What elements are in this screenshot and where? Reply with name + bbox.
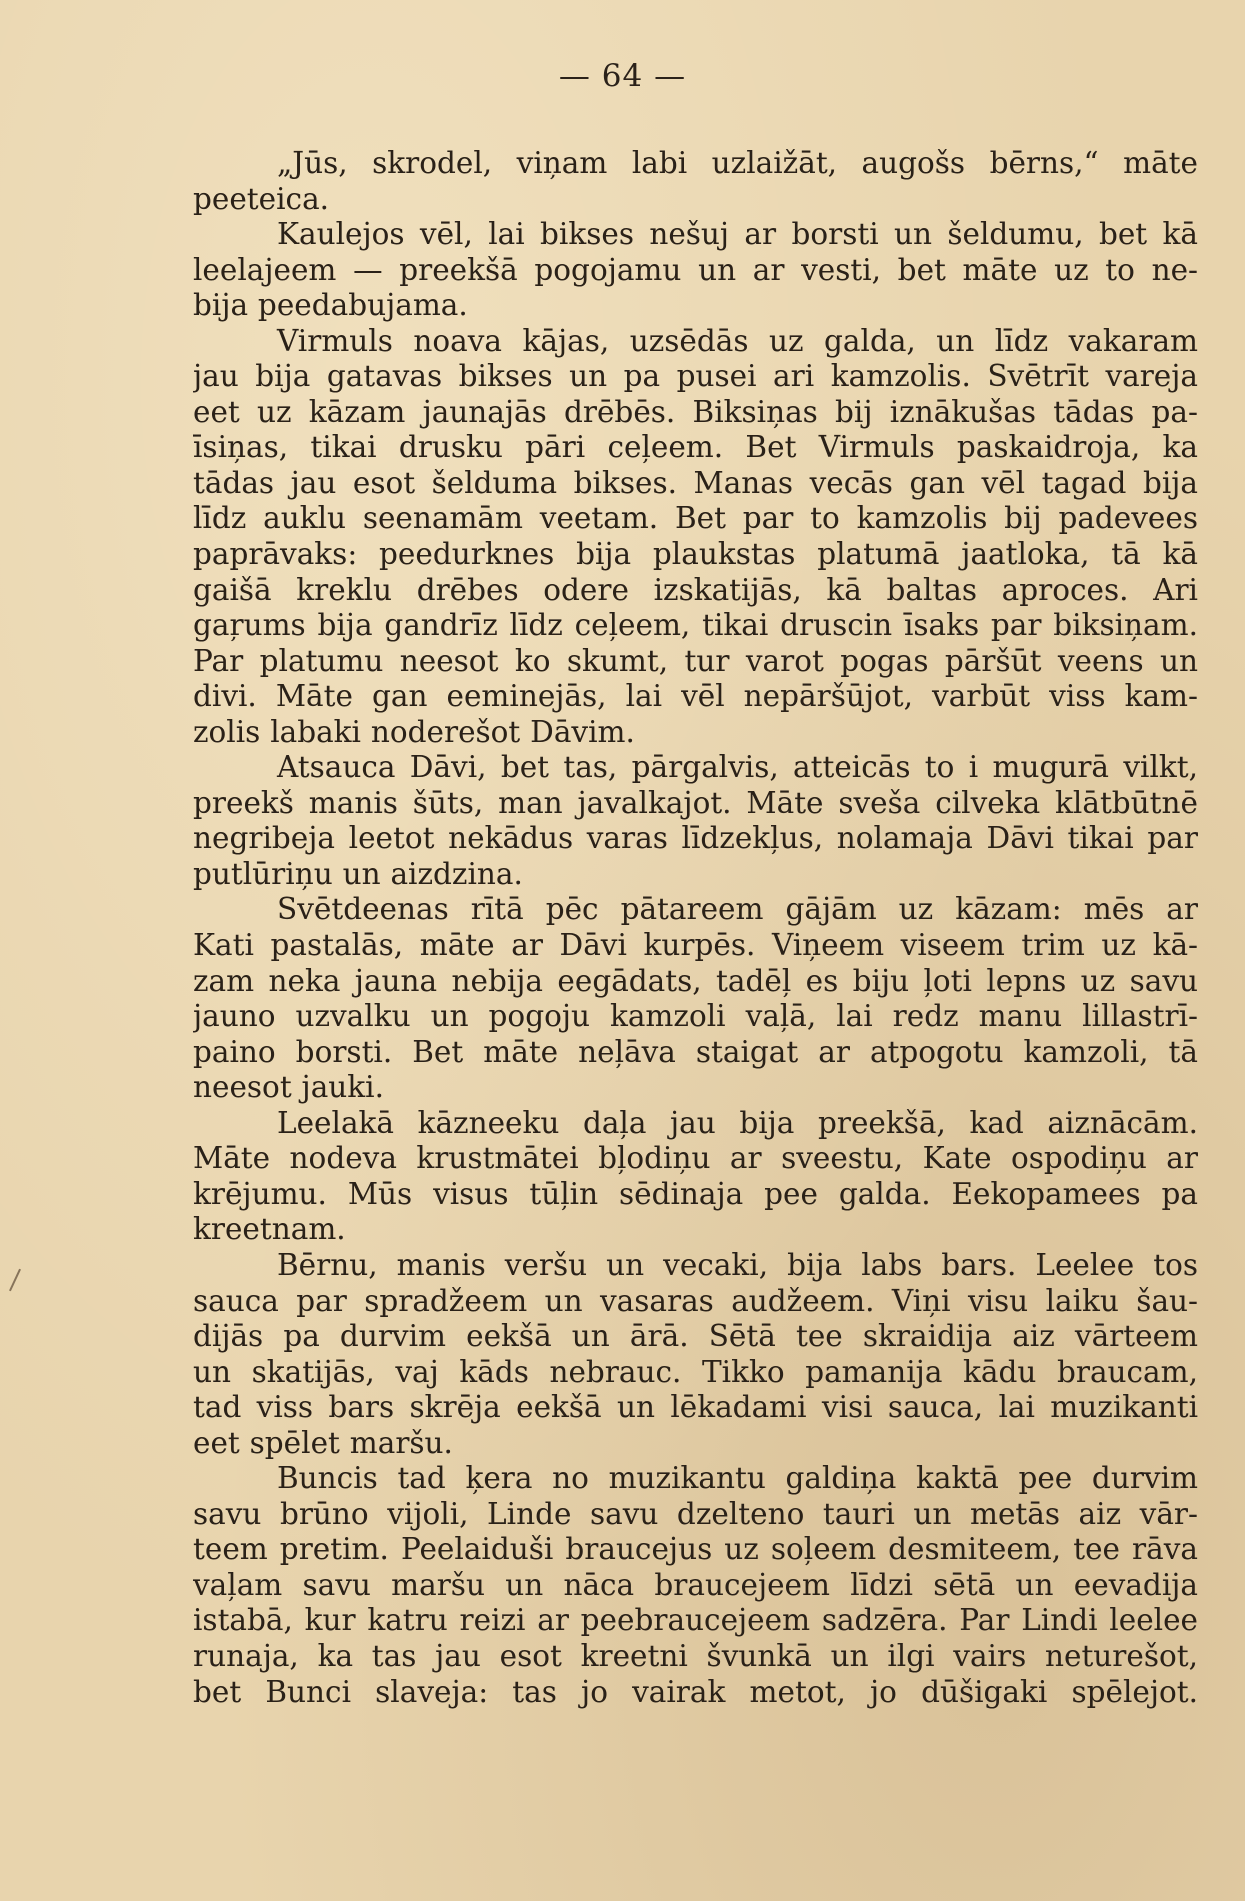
text-line: līdz auklu seenamām veetam. Bet par to kamzolis bij padevees [193,501,1198,536]
page-number: — 64 — [558,58,687,94]
text-line: sauca par spradžeem un vasaras audžeem. Viņi visu laiku šau- [193,1283,1198,1318]
text-line: paprāvaks: peedurknes bija plaukstas platumā jaatloka, tā kā [193,537,1198,572]
margin-mark [9,1269,21,1292]
text-line: Par platumu neesot ko skumt, tur varot pogas pāršūt veens un [193,643,1198,678]
text-line: eet uz kāzam jaunajās drēbēs. Biksiņas bij iznākušas tādas pa- [193,394,1198,429]
text-line: putlūriņu un aizdzina. [193,856,523,891]
text-line: istabā, kur katru reizi ar peebraucejeem sadzēra. Par Lindi leelee [193,1603,1198,1638]
text-line: un skatijās, vaj kāds nebrauc. Tikko pamanija kādu braucam, [193,1354,1198,1389]
text-line: krējumu. Mūs visus tūļin sēdinaja pee galda. Eekopamees pa [193,1176,1198,1211]
text-line: runaja, ka tas jau esot kreetni švunkā un ilgi vairs neturešot, [193,1638,1198,1673]
text-line: „Jūs, skrodel, viņam labi uzlaižāt, augošs bērns,“ māte [277,146,1198,180]
text-line: Svētdeenas rītā pēc pātareem gājām uz kāzam: mēs ar [277,892,1198,927]
text-line: jauno uzvalku un pogoju kamzoli vaļā, lai redz manu lillastrī- [193,999,1198,1034]
text-line: vaļam savu maršu un nāca braucejeem līdzi sētā un eevadija [193,1567,1198,1602]
text-line: gaišā kreklu drēbes odere izskatijās, kā baltas aproces. Ari [193,572,1198,607]
text-line: zam neka jauna nebija eegādats, tadēļ es biju ļoti lepns uz savu [193,963,1198,998]
text-line: Leelakā kāzneeku daļa jau bija preekšā, kad aiznācām. [277,1105,1198,1140]
text-line: Virmuls noava kājas, uzsēdās uz galda, un līdz vakaram [277,323,1198,358]
text-line: preekš manis šūts, man javalkajot. Māte sveša cilveka klātbūtnē [193,785,1198,820]
text-line: Kaulejos vēl, lai bikses nešuj ar borsti un šeldumu, bet kā [277,217,1198,252]
text-line: teem pretim. Peelaiduši braucejus uz soļeem desmiteem, tee rāva [193,1532,1198,1567]
text-line: paino borsti. Bet māte neļāva staigat ar atpogotu kamzoli, tā [193,1034,1198,1069]
text-line: eet spēlet maršu. [193,1425,453,1460]
text-line: divi. Māte gan eeminejās, lai vēl nepāršūjot, varbūt viss kam- [193,679,1198,714]
text-line: jau bija gatavas bikses un pa pusei ari kamzolis. Svētrīt vareja [193,359,1198,394]
text-line: leelajeem — preekšā pogojamu un ar vesti, bet māte uz to ne- [193,252,1198,287]
text-line: kreetnam. [193,1212,346,1247]
text-line: neesot jauki. [193,1070,384,1105]
text-line: Atsauca Dāvi, bet tas, pārgalvis, atteicās to i mugurā vilkt, [277,750,1198,785]
text-line: Bērnu, manis veršu un vecaki, bija labs bars. Leelee tos [277,1247,1198,1282]
text-line: tādas jau esot šelduma bikses. Manas vecās gan vēl tagad bija [193,465,1198,500]
text-line: gaŗums bija gandrīz līdz ceļeem, tikai druscin īsaks par biksiņam. [193,608,1198,643]
text-line: negribeja leetot nekādus varas līdzekļus, nolamaja Dāvi tikai par [193,821,1198,856]
text-line: dijās pa durvim eekšā un ārā. Sētā tee skraidija aiz vārteem [193,1319,1198,1354]
text-line: Māte nodeva krustmātei bļodiņu ar sveestu, Kate ospodiņu ar [193,1141,1198,1176]
text-line: peeteica. [193,181,330,216]
body-text [193,146,1198,1710]
text-line: savu brūno vijoli, Linde savu dzelteno tauri un metās aiz vār- [193,1496,1198,1531]
text-line: īsiņas, tikai drusku pāri ceļeem. Bet Virmuls paskaidroja, ka [193,430,1198,465]
text-line: Buncis tad ķera no muzikantu galdiņa kaktā pee durvim [277,1461,1198,1496]
text-line: tad viss bars skrēja eekšā un lēkadami visi sauca, lai muzikanti [193,1390,1198,1425]
text-line: Kati pastalās, māte ar Dāvi kurpēs. Viņeem viseem trim uz kā- [193,928,1198,963]
text-line: zolis labaki noderešot Dāvim. [193,714,635,749]
text-line: bija peedabujama. [193,288,468,323]
text-line: bet Bunci slaveja: tas jo vairak metot, jo dūšigaki spēlejot. [193,1674,1198,1709]
